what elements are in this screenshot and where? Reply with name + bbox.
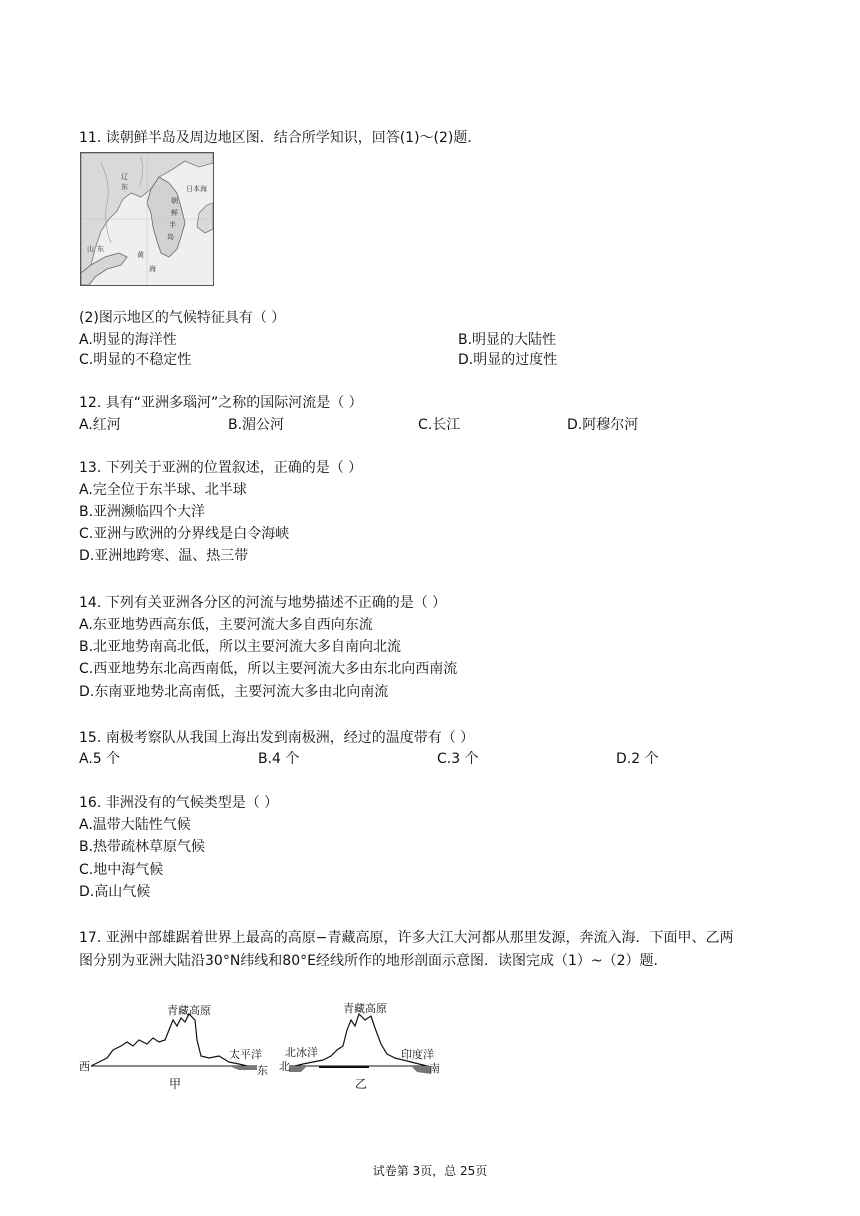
svg-text:半: 半 <box>169 221 176 229</box>
svg-text:朝: 朝 <box>171 197 178 205</box>
q12-stem: 12. 具有“亚洲多瑙河”之称的国际河流是（ ） <box>79 395 363 411</box>
q12-option-a[interactable]: A.红河 <box>79 417 121 433</box>
svg-text:黄: 黄 <box>137 251 144 259</box>
q12-option-c[interactable]: C.长江 <box>418 417 461 433</box>
svg-text:鲜: 鲜 <box>171 209 178 217</box>
map-label-sea: 日本海 <box>186 185 207 193</box>
profile-graphic <box>79 1000 441 1096</box>
q17-stem-line2: 图分别为亚洲大陆沿30°N纬线和80°E经线所作的地形剖面示意图．读图完成（1）~（2）题． <box>79 953 668 969</box>
q11-option-a[interactable]: A.明显的海洋性 <box>79 332 177 348</box>
profile-yi <box>279 1001 440 1091</box>
q11-option-b[interactable]: B.明显的大陆性 <box>458 332 557 348</box>
jia-right-label: 东 <box>257 1064 268 1077</box>
svg-text:辽: 辽 <box>121 173 128 181</box>
q14-option-b[interactable]: B.北亚地势南高北低，所以主要河流大多自南向北流 <box>79 639 402 655</box>
q11-sub2: (2)图示地区的气候特征具有（ ） <box>79 310 286 326</box>
yi-left-label: 北 <box>279 1060 290 1073</box>
q17-stem-line1: 17. 亚洲中部雄踞着世界上最高的高原−青藏高原，许多大江大河都从那里发源，奔流入海．下面甲、乙两 <box>79 930 734 946</box>
q13-option-a[interactable]: A.完全位于东半球、北半球 <box>79 482 247 498</box>
q13-option-b[interactable]: B.亚洲濒临四个大洋 <box>79 504 206 520</box>
korea-peninsula-map <box>80 152 214 286</box>
q11-option-d[interactable]: D.明显的过度性 <box>458 352 558 368</box>
yi-ocean-right-label: 印度洋 <box>401 1048 434 1061</box>
q16-stem: 16. 非洲没有的气候类型是（ ） <box>79 795 279 811</box>
svg-text:岛: 岛 <box>167 233 174 241</box>
q13-option-c[interactable]: C.亚洲与欧洲的分界线是白令海峡 <box>79 526 290 542</box>
q12-option-d[interactable]: D.阿穆尔河 <box>567 417 639 433</box>
q11-stem: 11. 读朝鲜半岛及周边地区图．结合所学知识，回答(1)～(2)题． <box>79 130 482 146</box>
q14-option-c[interactable]: C.西亚地势东北高西南低，所以主要河流大多由东北向西南流 <box>79 661 458 677</box>
q15-option-d[interactable]: D.2 个 <box>616 751 659 767</box>
q15-option-b[interactable]: B.4 个 <box>258 751 300 767</box>
q12-option-b[interactable]: B.湄公河 <box>228 417 285 433</box>
svg-text:东: 东 <box>97 245 104 253</box>
profile-jia <box>79 1003 268 1091</box>
q16-option-a[interactable]: A.温带大陆性气候 <box>79 817 191 833</box>
map-graphic <box>81 153 213 285</box>
yi-caption: 乙 <box>355 1077 368 1091</box>
q14-option-a[interactable]: A.东亚地势西高东低，主要河流大多自西向东流 <box>79 617 373 633</box>
svg-text:山: 山 <box>87 245 94 253</box>
q15-option-c[interactable]: C.3 个 <box>437 751 479 767</box>
q14-option-d[interactable]: D.东南亚地势北高南低，主要河流大多由北向南流 <box>79 684 389 700</box>
q16-option-c[interactable]: C.地中海气候 <box>79 862 164 878</box>
q13-stem: 13. 下列关于亚洲的位置叙述，正确的是（ ） <box>79 460 363 476</box>
q15-option-a[interactable]: A.5 个 <box>79 751 121 767</box>
yi-ocean-left-label: 北冰洋 <box>285 1046 318 1059</box>
jia-ocean-label: 太平洋 <box>229 1048 262 1061</box>
q16-option-d[interactable]: D.高山气候 <box>79 884 151 900</box>
page-footer: 试卷第 3页，总 25页 <box>372 1164 488 1178</box>
jia-plateau-label: 青藏高原 <box>167 1004 211 1017</box>
terrain-profile-figures <box>79 1000 441 1096</box>
q13-option-d[interactable]: D.亚洲地跨寒、温、热三带 <box>79 548 249 564</box>
q14-stem: 14. 下列有关亚洲各分区的河流与地势描述不正确的是（ ） <box>79 595 447 611</box>
svg-text:海: 海 <box>149 265 156 273</box>
jia-left-label: 西 <box>79 1060 90 1073</box>
q11-option-c[interactable]: C.明显的不稳定性 <box>79 352 192 368</box>
q15-stem: 15. 南极考察队从我国上海出发到南极洲，经过的温度带有（ ） <box>79 730 475 746</box>
q16-option-b[interactable]: B.热带疏林草原气候 <box>79 839 206 855</box>
jia-caption: 甲 <box>169 1077 182 1091</box>
svg-text:东: 东 <box>121 183 128 191</box>
yi-right-label: 南 <box>429 1062 440 1075</box>
yi-plateau-label: 青藏高原 <box>343 1002 387 1015</box>
